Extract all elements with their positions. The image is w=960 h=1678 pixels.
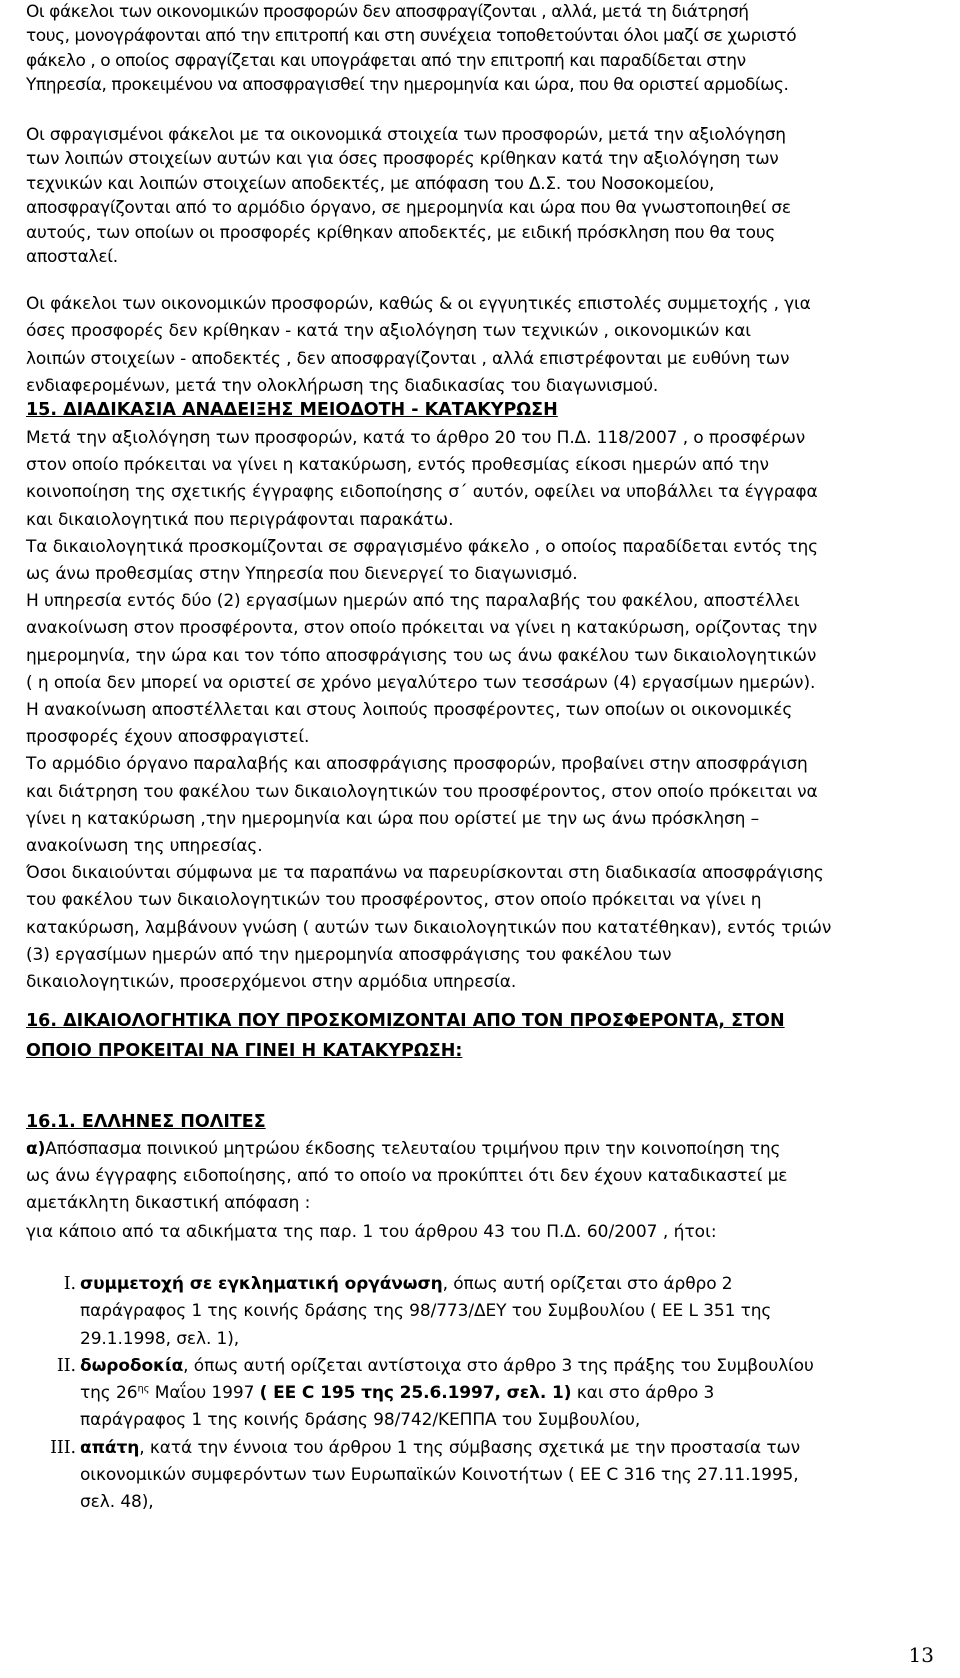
text-line: ανακοίνωση στον προσφέροντα, στον οποίο πρόκειται να γίνει η κατακύρωση, ορίζοντας την — [26, 618, 818, 639]
text-line: Η υπηρεσία εντός δύο (2) εργασίμων ημερών από της παραλαβής του φακέλου, αποστέλλει — [26, 591, 800, 612]
text-line: Υπηρεσία, προκειμένου να αποσφραγισθεί την ημερομηνία και ώρα, που θα οριστεί αρμοδίως. — [26, 75, 789, 96]
text-line: φάκελο , ο οποίος σφραγίζεται και υπογράφεται από την επιτροπή και παραδίδεται στην — [26, 50, 746, 71]
paragraph-item-a — [26, 1136, 932, 1218]
page-number: 13 — [908, 1643, 934, 1667]
text-line: Οι σφραγισμένοι φάκελοι με τα οικονομικά στοιχεία των προσφορών, μετά την αξιολόγηση — [26, 125, 786, 145]
text-line: ( η οποία δεν μπορεί να οριστεί σε χρόνο μεγαλύτερο των τεσσάρων (4) εργασίμων ημερών). — [26, 672, 816, 693]
text-line: ανακοίνωση της υπηρεσίας. — [26, 836, 263, 857]
text-fragment: της 26 — [80, 1383, 138, 1404]
list-intro: για κάποιο από τα αδικήματα της παρ. 1 του άρθρου 43 του Π.Δ. 60/2007 , ήτοι: — [26, 1222, 717, 1242]
text-line: σελ. 48), — [80, 1492, 154, 1513]
text-line: , κατά την έννοια του άρθρου 1 της σύμβασης σχετικά με την προστασία των — [139, 1437, 800, 1458]
text-line: τεχνικών και λοιπών στοιχείων αποδεκτές, με απόφαση του Δ.Σ. του Νοσοκομείου, — [26, 173, 715, 194]
list-item-number: I. — [63, 1274, 76, 1294]
text-line: , όπως αυτή ορίζεται στο άρθρο 2 — [442, 1274, 733, 1294]
superscript: ης — [137, 1383, 150, 1395]
text-line: τους, μονογράφονται από την επιτροπή και στη συνέχεια τοποθετούνται όλοι μαζί σε χωριστό — [26, 26, 797, 47]
list-item-term: συμμετοχή σε εγκληματική οργάνωση — [80, 1274, 443, 1294]
item-a-label: α) — [26, 1139, 46, 1159]
text-line: ως άνω έγγραφης ειδοποίησης, από το οποίο να προκύπτει ότι δεν έχουν καταδικαστεί με — [26, 1166, 788, 1187]
text-fragment: και στο άρθρο 3 — [571, 1383, 715, 1404]
list-item — [26, 1271, 932, 1353]
text-line: Απόσπασμα ποινικού μητρώου έκδοσης τελευταίου τριμήνου πριν την κοινοποίηση της — [45, 1139, 781, 1159]
text-line: και δικαιολογητικά που περιγράφονται παρακάτω. — [26, 509, 454, 530]
text-line: του φακέλου των δικαιολογητικών του προσφέροντος, στον οποίο πρόκειται να γίνει η — [26, 890, 762, 911]
text-line: γίνει η κατακύρωση ,την ημερομηνία και ώρα που ορίστεί με την ως άνω πρόσκληση – — [26, 808, 760, 829]
text-line: παράγραφος 1 της κοινής δράσης της 98/773/ΔΕΥ του Συμβουλίου ( ΕΕ L 351 της — [80, 1301, 772, 1322]
text-line: αυτούς, των οποίων οι προσφορές κρίθηκαν αποδεκτές, με ειδική πρόσκληση που θα τους — [26, 222, 776, 243]
heading-line: 16. ΔΙΚΑΙΟΛΟΓΗΤΙΚΑ ΠΟΥ ΠΡΟΣΚΟΜΙΖΟΝΤΑΙ ΑΠΟ ΤΟΝ ΠΡΟΣΦΕΡΟΝΤΑ, ΣΤΟΝ — [26, 1011, 785, 1031]
offences-list — [26, 1271, 932, 1517]
text-line: αμετάκλητη δικαστική απόφαση : — [26, 1193, 311, 1214]
text-line: των λοιπών στοιχείων αυτών και για όσες προσφορές κρίθηκαν κατά την αξιολόγηση των — [26, 149, 779, 170]
text-line: , όπως αυτή ορίζεται αντίστοιχα στο άρθρο 3 της πράξης του Συμβουλίου — [183, 1355, 814, 1376]
list-item-term: δωροδοκία — [80, 1355, 184, 1376]
text-line: αποσφραγίζονται από το αρμόδιο όργανο, σε ημερομηνία και ώρα που θα γνωστοποιηθεί σε — [26, 198, 791, 219]
text-line: (3) εργασίμων ημερών από την ημερομηνία αποσφράγισης του φακέλου των — [26, 944, 672, 965]
bold-reference: ( ΕΕ C 195 της 25.6.1997, σελ. 1) — [259, 1383, 572, 1404]
list-item-number: III. — [50, 1437, 76, 1458]
text-line: ημερομηνία, την ώρα και τον τόπο αποσφράγισης του ως άνω φακέλου των δικαιολογητικών — [26, 645, 817, 666]
text-line: Το αρμόδιο όργανο παραλαβής και αποσφράγισης προσφορών, προβαίνει στην αποσφράγιση — [26, 754, 808, 775]
section-15-heading: 15. ΔΙΑΔΙΚΑΣΙΑ ΑΝΑΔΕΙΞΗΣ ΜΕΙΟΔΟΤΗ - ΚΑΤΑΚΥΡΩΣΗ — [26, 400, 558, 420]
list-item-number: II. — [56, 1355, 76, 1376]
text-line: αποσταλεί. — [26, 247, 118, 268]
text-line: κοινοποίηση της σχετικής έγγραφης ειδοποίησης σ΄ αυτόν, οφείλει να υποβάλλει τα έγγραφα — [26, 482, 818, 503]
text-line: κατακύρωση, λαμβάνουν γνώση ( αυτών των δικαιολογητικών που κατατέθηκαν), εντός τριών — [26, 917, 832, 938]
text-line: 29.1.1998, σελ. 1), — [80, 1328, 240, 1349]
text-line: προσφορές έχουν αποσφραγιστεί. — [26, 727, 310, 748]
text-line: παράγραφος 1 της κοινής δράσης 98/742/ΚΕΠΠΑ του Συμβουλίου, — [80, 1410, 641, 1431]
text-line: δικαιολογητικών, προσερχόμενοι στην αρμόδια υπηρεσία. — [26, 972, 517, 993]
paragraph-opening-procedure — [26, 123, 932, 269]
section-16-1-heading: 16.1. ΕΛΛΗΝΕΣ ΠΟΛΙΤΕΣ — [26, 1112, 266, 1132]
text-line: λοιπών στοιχείων - αποδεκτές , δεν αποσφραγίζονται , αλλά επιστρέφονται με ευθύνη των — [26, 348, 790, 369]
text-line: οικονομικών συμφερόντων των Ευρωπαϊκών Κοινοτήτων ( ΕΕ C 316 της 27.11.1995, — [80, 1465, 799, 1486]
list-item — [26, 1435, 932, 1517]
text-line: Οι φάκελοι των οικονομικών προσφορών δεν αποσφραγίζονται , αλλά, μετά τη διάτρησή — [26, 2, 749, 22]
text-line: ως άνω προθεσμίας στην Υπηρεσία που διενεργεί το διαγωνισμό. — [26, 564, 578, 585]
text-line: Η ανακοίνωση αποστέλλεται και στους λοιπούς προσφέροντες, των οποίων οι οικονομικές — [26, 700, 793, 721]
text-line: Όσοι δικαιούνται σύμφωνα με τα παραπάνω να παρευρίσκονται στη διαδικασία αποσφράγισης — [26, 863, 824, 884]
paragraph-returned-envelopes — [26, 291, 932, 401]
text-line: Οι φάκελοι των οικονομικών προσφορών, καθώς & οι εγγυητικές επιστολές συμμετοχής , για — [26, 294, 811, 314]
paragraph-sealed-financial-envelopes — [26, 0, 932, 98]
text-line: όσες προσφορές δεν κρίθηκαν - κατά την αξιολόγηση των τεχνικών , οικονομικών και — [26, 321, 751, 342]
text-line: ενδιαφερομένων, μετά την ολοκλήρωση της διαδικασίας του διαγωνισμού. — [26, 376, 659, 397]
text-line: Τα δικαιολογητικά προσκομίζονται σε σφραγισμένο φάκελο , ο οποίος παραδίδεται εντός της — [26, 536, 819, 557]
heading-line: ΟΠΟΙΟ ΠΡΟΚΕΙΤΑΙ ΝΑ ΓΙΝΕΙ Η ΚΑΤΑΚΥΡΩΣΗ: — [26, 1041, 463, 1061]
text-line: Μετά την αξιολόγηση των προσφορών, κατά το άρθρο 20 του Π.Δ. 118/2007 , ο προσφέρων — [26, 428, 806, 448]
text-line: και διάτρηση του φακέλου των δικαιολογητικών του προσφέροντος, στον οποίο πρόκειται να — [26, 781, 818, 802]
text-line: στον οποίο πρόκειται να γίνει η κατακύρωση, εντός προθεσμίας είκοσι ημερών από την — [26, 455, 769, 476]
list-item-term: απάτη — [80, 1437, 140, 1458]
paragraph-section-15 — [26, 425, 932, 996]
text-fragment: Μαΐου 1997 — [149, 1383, 260, 1404]
list-item — [26, 1353, 932, 1435]
section-16-heading — [26, 1006, 932, 1066]
